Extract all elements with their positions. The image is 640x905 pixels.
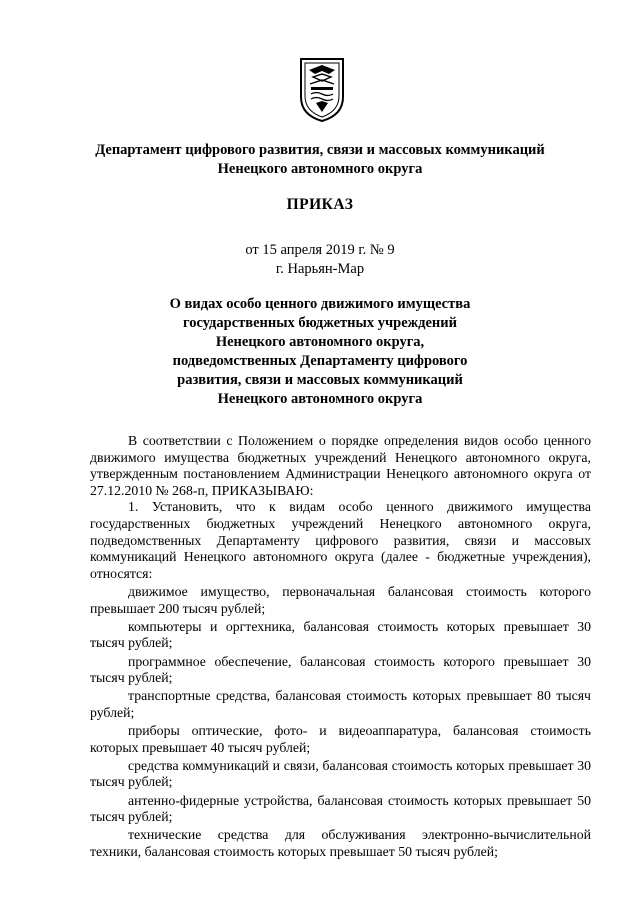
subject-line: государственных бюджетных учреждений (183, 315, 457, 331)
department-line-1: Департамент цифрового развития, связи и массовых коммуникаций (95, 142, 545, 158)
department-header (60, 141, 580, 179)
document-subject (60, 295, 580, 409)
subject-line: развития, связи и массовых коммуникаций (177, 372, 463, 388)
city: г. Нарьян-Мар (275, 261, 365, 277)
clause-1-paragraph: 1. Установить, что к видам особо ценного движимого имущества государственных бюджетных учреждений Ненецкого автономного округа, подведомственных Департаменту цифрового развития, связи и массовых коммуникаций Ненецкого автономного округа (далее - бюджетные учреждения), относятся: (90, 499, 591, 581)
list-item: движимое имущество, первоначальная балансовая стоимость которого превышает 200 тысяч рублей; (90, 583, 591, 616)
list-item: антенно-фидерные устройства, балансовая стоимость которых превышает 50 тысяч рублей; (90, 792, 591, 825)
list-item: программное обеспечение, балансовая стоимость которого превышает 30 тысяч рублей; (90, 653, 591, 686)
list-item: приборы оптические, фото- и видеоаппаратура, балансовая стоимость которых превышает 40 тысяч рублей; (90, 723, 591, 755)
list-item: средства коммуникаций и связи, балансовая стоимость которых превышает 30 тысяч рублей; (90, 757, 591, 790)
subject-line: подведомственных Департаменту цифрового (172, 353, 468, 369)
document-body (90, 433, 591, 861)
list-item: транспортные средства, балансовая стоимость которых превышает 80 тысяч рублей; (90, 688, 591, 720)
preamble-paragraph: В соответствии с Положением о порядке определения видов особо ценного движимого имущества бюджетных учреждений Ненецкого автономного округа, утвержденным постановлением Администрации Ненецкого автономного округа от 27.12.2010 № 268-п, ПРИКАЗЫВАЮ: (90, 433, 591, 498)
subject-line: О видах особо ценного движимого имущества (169, 296, 471, 312)
date-number: от 15 апреля 2019 г. № 9 (245, 242, 395, 258)
coat-of-arms-icon (299, 57, 345, 123)
document-type-title: ПРИКАЗ (286, 196, 354, 213)
date-block (60, 241, 580, 279)
department-line-2: Ненецкого автономного округа (217, 161, 423, 177)
subject-line: Ненецкого автономного округа, (215, 334, 425, 350)
subject-line: Ненецкого автономного округа (217, 391, 423, 407)
list-item: компьютеры и оргтехника, балансовая стоимость которых превышает 30 тысяч рублей; (90, 618, 591, 651)
list-item: технические средства для обслуживания электронно-вычислительной техники, балансовая стоимость которых превышает 50 тысяч рублей; (90, 827, 591, 859)
